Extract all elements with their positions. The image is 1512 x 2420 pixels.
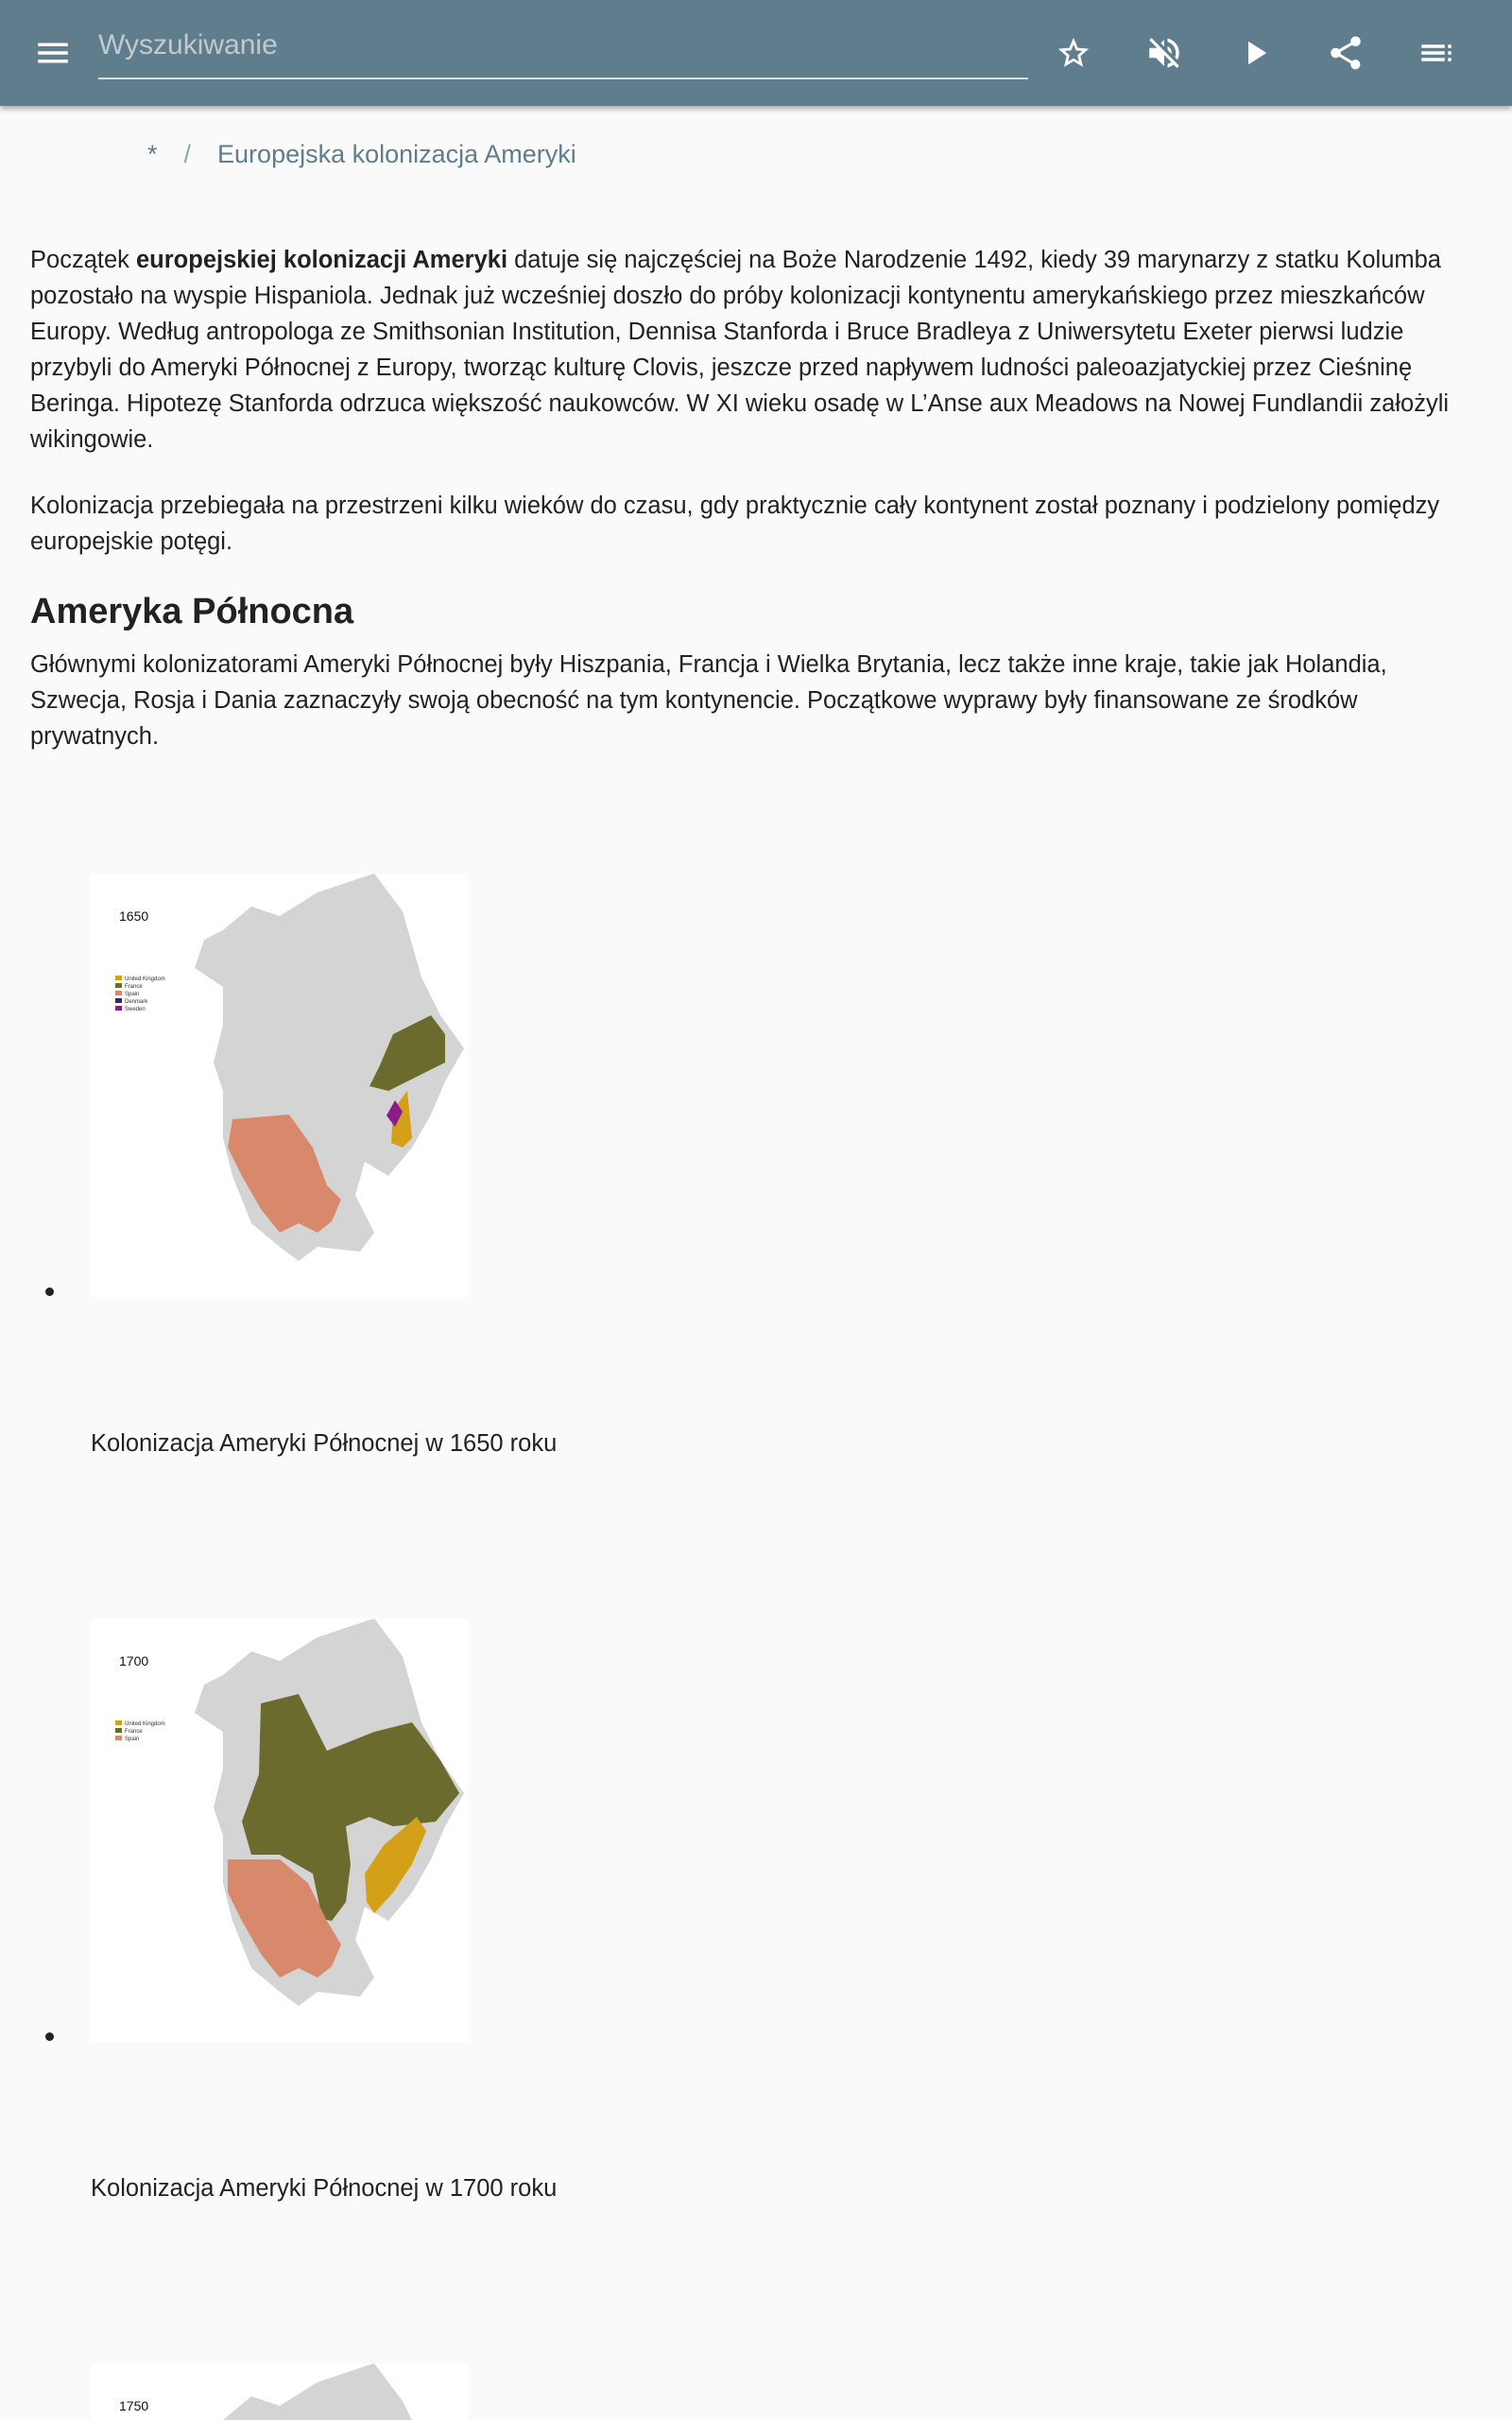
toc-button[interactable]: [1410, 26, 1463, 79]
legend-item: Spain: [125, 992, 140, 997]
menu-icon: [33, 33, 73, 73]
legend-item: France: [125, 984, 143, 990]
breadcrumb: [147, 140, 576, 169]
share-icon: [1326, 33, 1366, 73]
continent-shape: [223, 2363, 412, 2420]
search-input[interactable]: [98, 19, 1028, 72]
legend-item: United Kingdom: [125, 977, 165, 982]
legend-item: Sweden: [125, 1007, 146, 1012]
article-paragraph: Kolonizacja przebiegała na przestrzeni kilku wieków do czasu, gdy praktycznie cały kontynent został poznany i podzielony pomiędzy europejskie potęgi.: [30, 493, 1440, 555]
star-icon: [1054, 33, 1093, 73]
legend-item: Denmark: [125, 999, 148, 1005]
map-image-1650[interactable]: [91, 873, 469, 1297]
article-paragraph: [30, 242, 1482, 458]
map-year-label: 1750: [119, 2398, 149, 2413]
breadcrumb-separator: /: [183, 140, 192, 168]
image-caption: Kolonizacja Ameryki Północnej w 1700 roku: [91, 2175, 558, 2202]
legend-item: Spain: [125, 1737, 140, 1742]
list-bullet: [45, 1288, 54, 1296]
legend-item: United Kingdom: [125, 1721, 165, 1727]
map-legend: [115, 976, 165, 1012]
image-caption: Kolonizacja Ameryki Północnej w 1650 roku: [91, 1430, 558, 1457]
play-button[interactable]: [1228, 26, 1281, 79]
search-field: [98, 19, 1028, 79]
map-image-1700[interactable]: [91, 1618, 469, 2042]
legend-item: France: [125, 1729, 143, 1735]
map-year-label: 1700: [119, 1653, 149, 1668]
breadcrumb-current: Europejska kolonizacja Ameryki: [217, 140, 576, 168]
text-run: datuje się najczęściej na Boże Narodzenie 1492, kiedy 39 marynarzy z statku Kolumba pozostało na wyspie Hispaniola. Jednak już wcześniej doszło do próby kolonizacji kontynentu amerykańskiego przez mieszkańców Europy. Według antropologa ze Smithsonian Institution, Dennisa Stanforda i Bruce Bradleya z Uniwersytetu Exeter pierwsi ludzie przybyli do Ameryki Północnej z Europy, tworząc kulturę Clovis, jeszcze przed napływem ludności paleoazjatyckiej przez Cieśninę Beringa. Hipotezę Stanforda odrzuca większość naukowców. W XI wieku osadę w L’Anse aux Meadows na Nowej Fundlandii założyli wikingowie.: [30, 247, 1450, 453]
share-button[interactable]: [1319, 26, 1372, 79]
text-run: Początek: [30, 247, 136, 273]
mute-button[interactable]: [1138, 26, 1191, 79]
article-paragraph: Głównymi kolonizatorami Ameryki Północnej były Hiszpania, Francja i Wielka Brytania, lecz także inne kraje, takie jak Holandia, Szwecja, Rosja i Dania zaznaczyły swoją obecność na tym kontynencie. Początkowe wyprawy były finansowane ze środków prywatnych.: [30, 651, 1387, 750]
map-image-1750[interactable]: [91, 2363, 469, 2420]
play-icon: [1235, 33, 1275, 73]
breadcrumb-home-link[interactable]: *: [147, 140, 158, 168]
map-year-label: 1650: [119, 908, 149, 924]
menu-button[interactable]: [26, 26, 79, 79]
bookmark-button[interactable]: [1047, 26, 1100, 79]
section-heading: Ameryka Północna: [30, 592, 354, 631]
bold-text: europejskiej kolonizacji Ameryki: [135, 247, 508, 273]
playlist-icon: [1417, 33, 1456, 73]
volume-off-icon: [1144, 33, 1184, 73]
list-bullet: [45, 2032, 54, 2041]
app-toolbar: [0, 0, 1512, 106]
map-legend: [115, 1720, 165, 1742]
